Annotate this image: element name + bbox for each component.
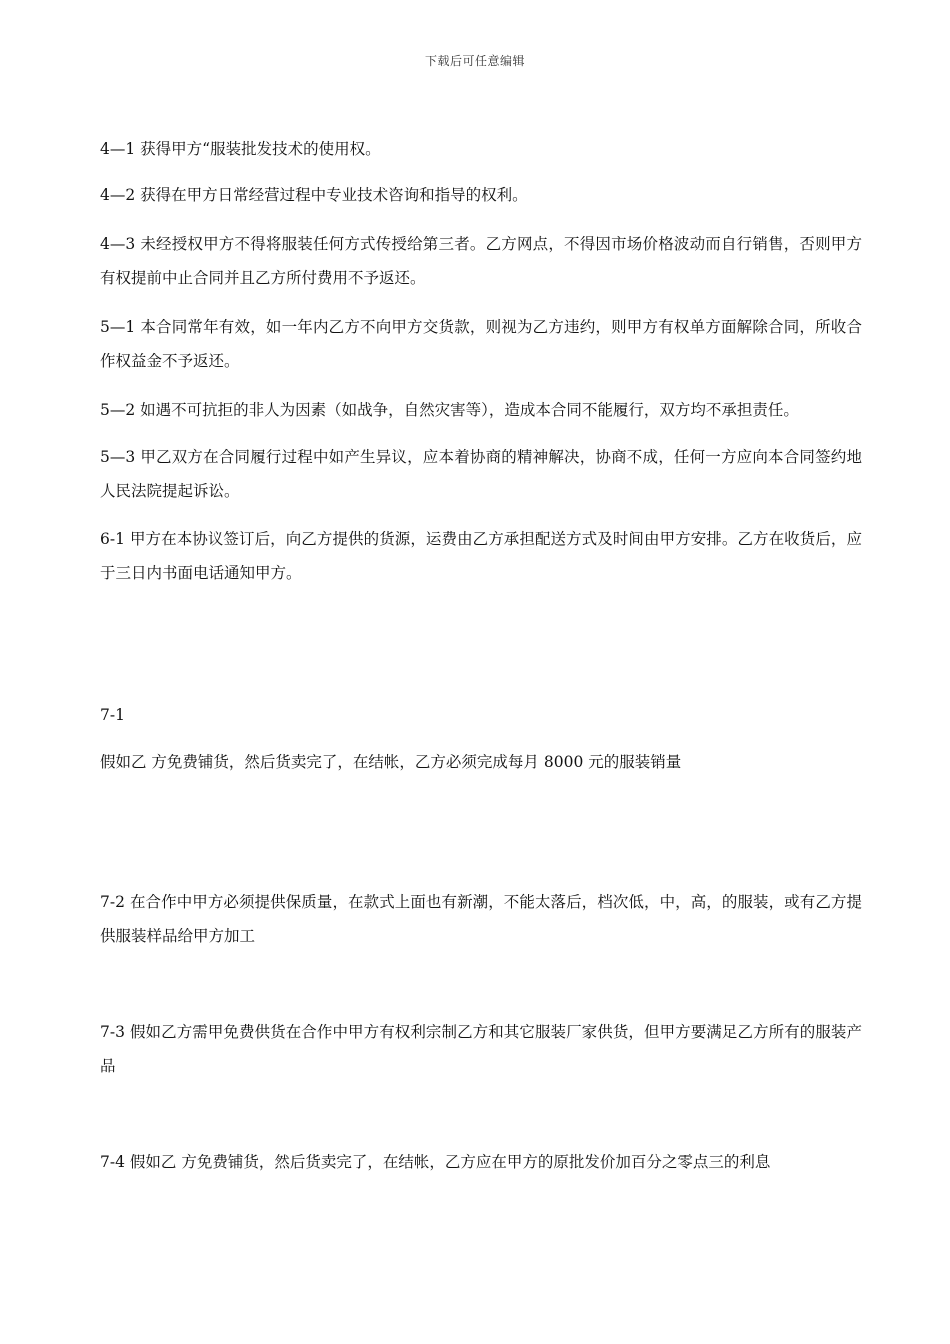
clause-7-1-number: 7-1 xyxy=(100,706,125,724)
clause-4-3: 4—3 未经授权甲方不得将服装任何方式传授给第三者。乙方网点，不得因市场价格波动而自行销售，否则甲方有权提前中止合同并且乙方所付费用不予返还。 xyxy=(100,235,862,287)
clause-7-2: 7-2 在合作中甲方必须提供保质量，在款式上面也有新潮，不能太落后，档次低，中，高，的服装，或有乙方提供服装样品给甲方加工 xyxy=(100,893,862,945)
clause-6-1: 6-1 甲方在本协议签订后，向乙方提供的货源，运费由乙方承担配送方式及时间由甲方安排。乙方在收货后，应于三日内书面电话通知甲方。 xyxy=(100,530,862,582)
clause-7-1-text: 假如乙 方免费铺货，然后货卖完了，在结帐，乙方必须完成每月 8000 元的服装销量 xyxy=(100,753,682,771)
clause-7-3: 7-3 假如乙方需甲免费供货在合作中甲方有权利宗制乙方和其它服装厂家供货，但甲方要满足乙方所有的服装产品 xyxy=(100,1023,862,1075)
clause-4-2: 4—2 获得在甲方日常经营过程中专业技术咨询和指导的权利。 xyxy=(100,186,528,204)
clause-5-1: 5—1 本合同常年有效，如一年内乙方不向甲方交货款，则视为乙方违约，则甲方有权单方面解除合同，所收合作权益金不予返还。 xyxy=(100,318,862,370)
page-header: 下载后可任意编辑 xyxy=(424,54,525,68)
clause-7-4: 7-4 假如乙 方免费铺货，然后货卖完了，在结帐，乙方应在甲方的原批发价加百分之零点三的利息 xyxy=(100,1153,771,1171)
clause-5-2: 5—2 如遇不可抗拒的非人为因素（如战争，自然灾害等），造成本合同不能履行，双方均不承担责任。 xyxy=(100,401,799,419)
clause-4-1: 4—1 获得甲方“服装批发技术的使用权。 xyxy=(100,140,381,158)
clause-5-3: 5—3 甲乙双方在合同履行过程中如产生异议，应本着协商的精神解决，协商不成，任何一方应向本合同签约地人民法院提起诉讼。 xyxy=(100,448,862,500)
